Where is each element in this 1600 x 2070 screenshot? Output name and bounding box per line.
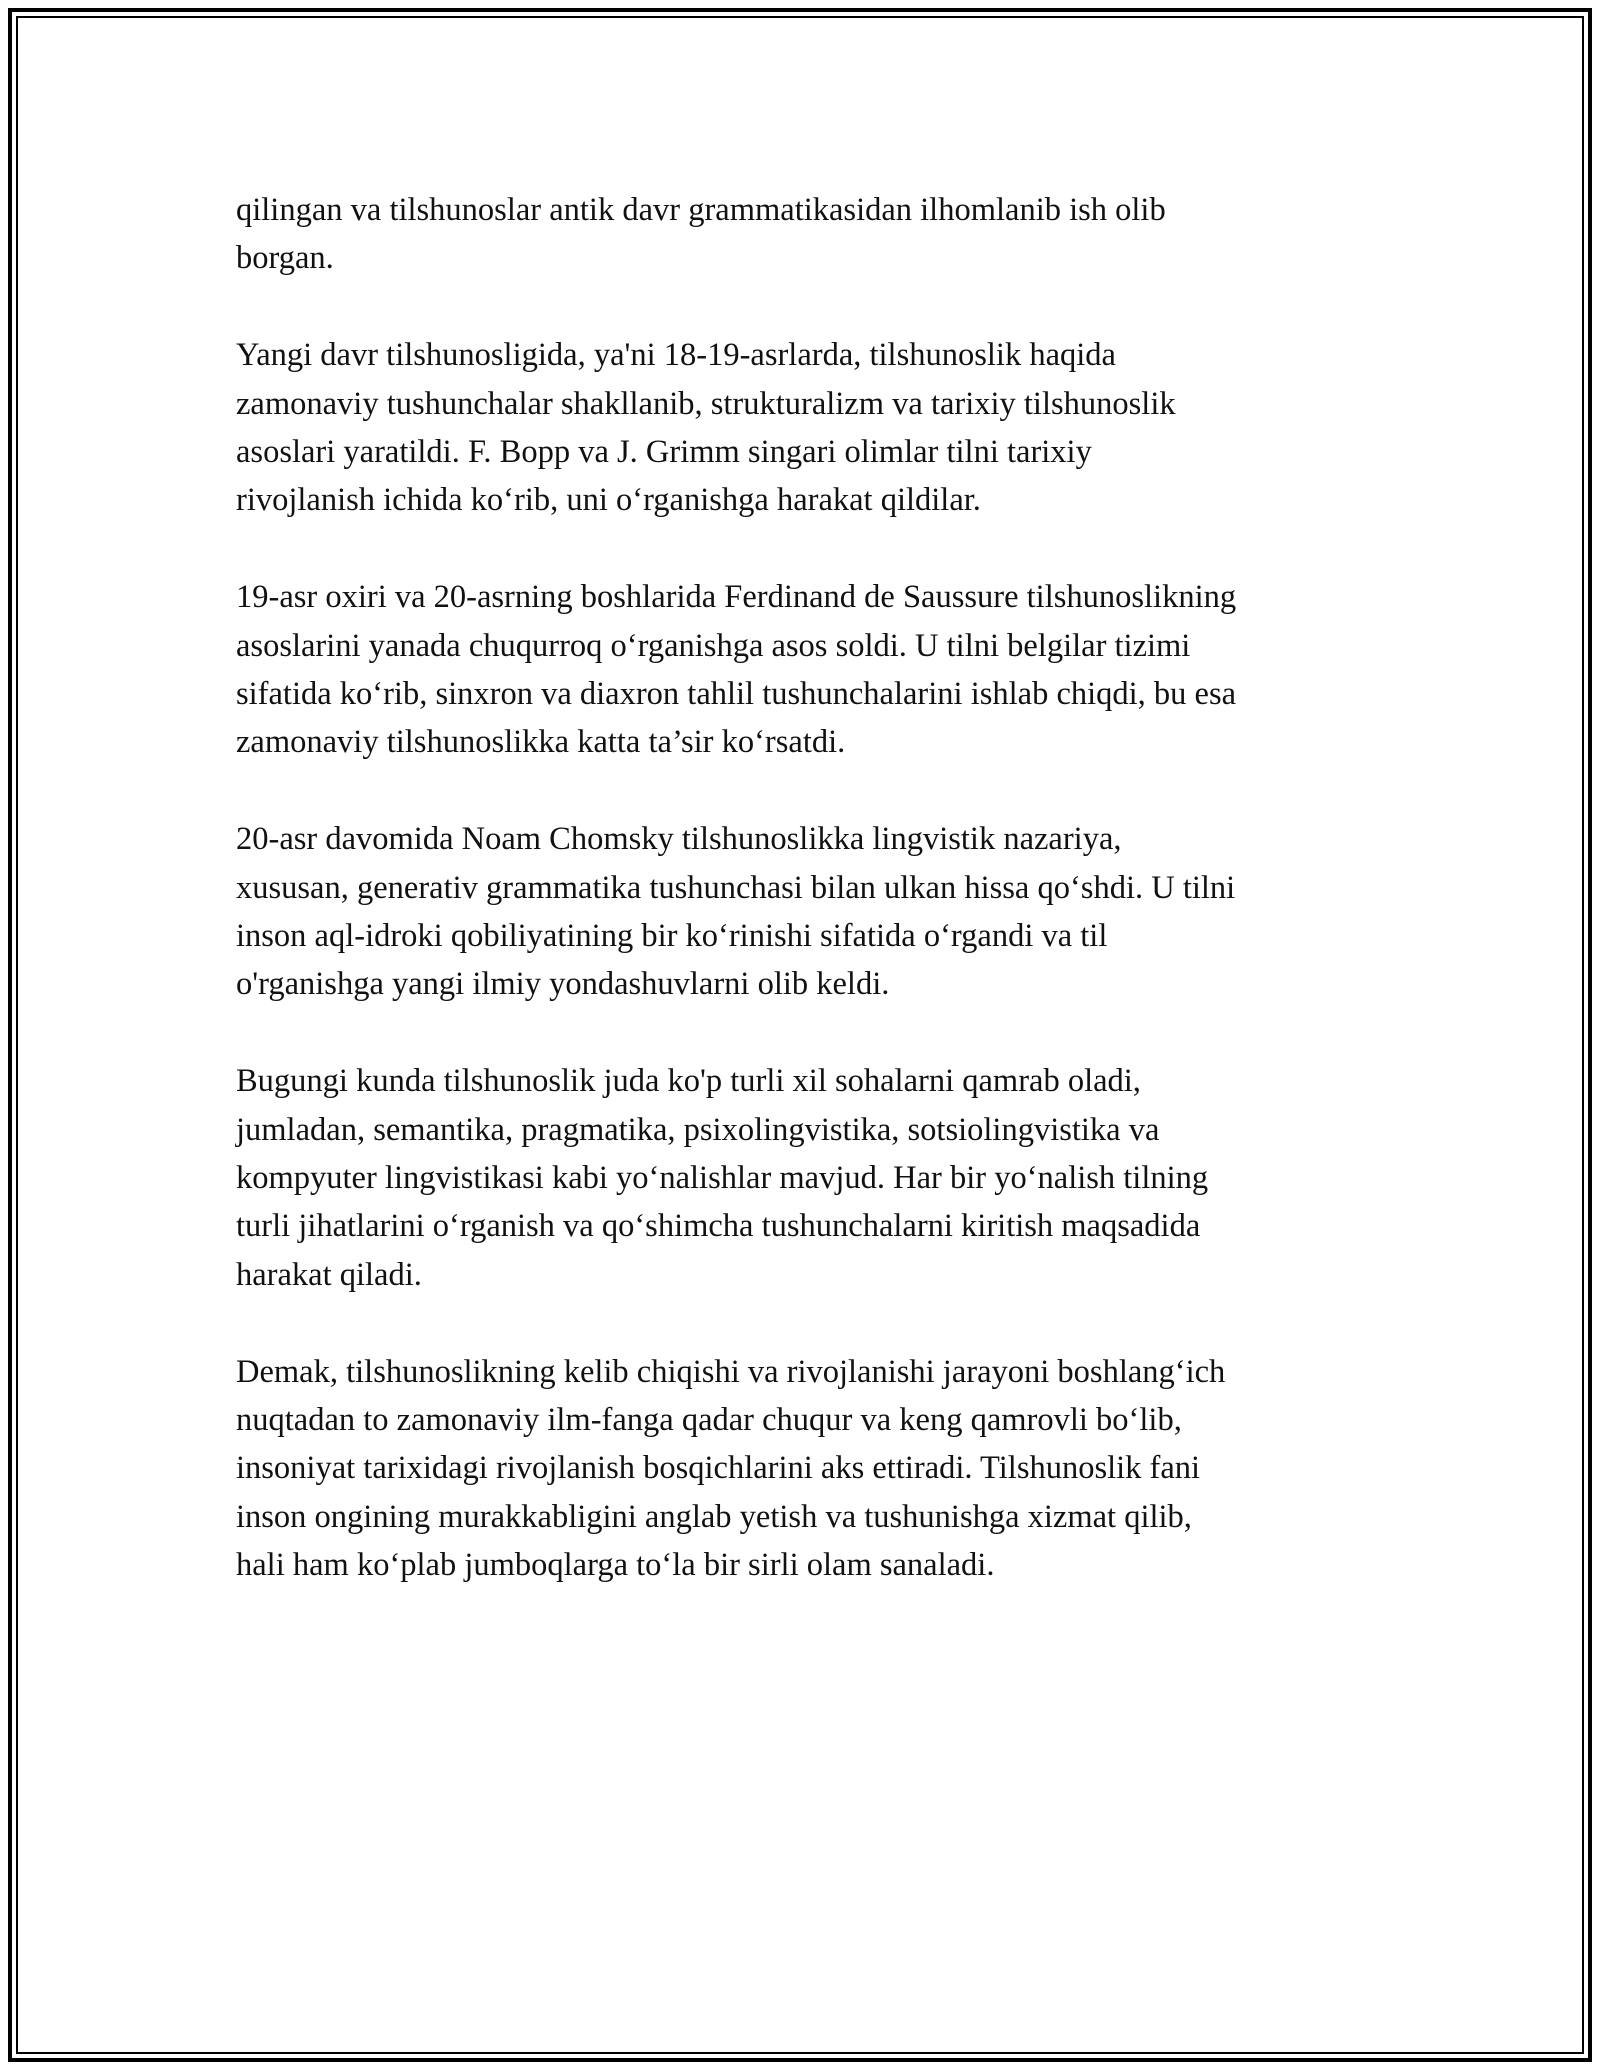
paragraph-1: qilingan va tilshunoslar antik davr grammatikasidan ilhomlanib ish olib borgan.	[236, 192, 1166, 277]
paragraph-4: 20-asr davomida Noam Chomsky tilshunoslikka lingvistik nazariya, xususan, generativ grammatika tushunchasi bilan ulkan hissa qo‘shdi. U tilni inson aql-idroki qobiliyatining bir ko‘rinishi sifatida o‘rgandi va til o'rganishga yangi ilmiy yondashuvlarni olib keldi.	[236, 821, 1236, 1003]
paragraph-5: Bugungi kunda tilshunoslik juda ko'p turli xil sohalarni qamrab oladi, jumladan, semantika, pragmatika, psixolingvistika, sotsiolingvistika va kompyuter lingvistikasi kabi yo‘nalishlar mavjud. Har bir yo‘nalish tilning turli jihatlarini o‘rganish va qo‘shimcha tushunchalarni kiritish maqsadida harakat qiladi.	[236, 1063, 1209, 1293]
paragraph-2: Yangi davr tilshunosligida, ya'ni 18-19-asrlarda, tilshunoslik haqida zamonaviy tushunchalar shakllanib, strukturalizm va tarixiy tilshunoslik asoslari yaratildi. F. Bopp va J. Grimm singari olimlar tilni tarixiy rivojlanish ichida ko‘rib, uni o‘rganishga harakat qildilar.	[236, 337, 1176, 519]
paragraph-3: 19-asr oxiri va 20-asrning boshlarida Ferdinand de Saussure tilshunoslikning asoslarini yanada chuqurroq o‘rganishga asos soldi. U tilni belgilar tizimi sifatida ko‘rib, sinxron va diaxron tahlil tushunchalarini ishlab chiqdi, bu esa zamonaviy tilshunoslikka katta ta’sir ko‘rsatdi.	[236, 579, 1237, 761]
paragraph-6: Demak, tilshunoslikning kelib chiqishi va rivojlanishi jarayoni boshlang‘ich nuqtadan to zamonaviy ilm-fanga qadar chuqur va keng qamrovli bo‘lib, insoniyat tarixidagi rivojlanish bosqichlarini aks ettiradi. Tilshunoslik fani inson ongining murakkabligini anglab yetish va tushunishga xizmat qilib, hali ham ko‘plab jumboqlarga to‘la bir sirli olam sanaladi.	[236, 1353, 1226, 1584]
document-body	[236, 186, 1386, 1638]
